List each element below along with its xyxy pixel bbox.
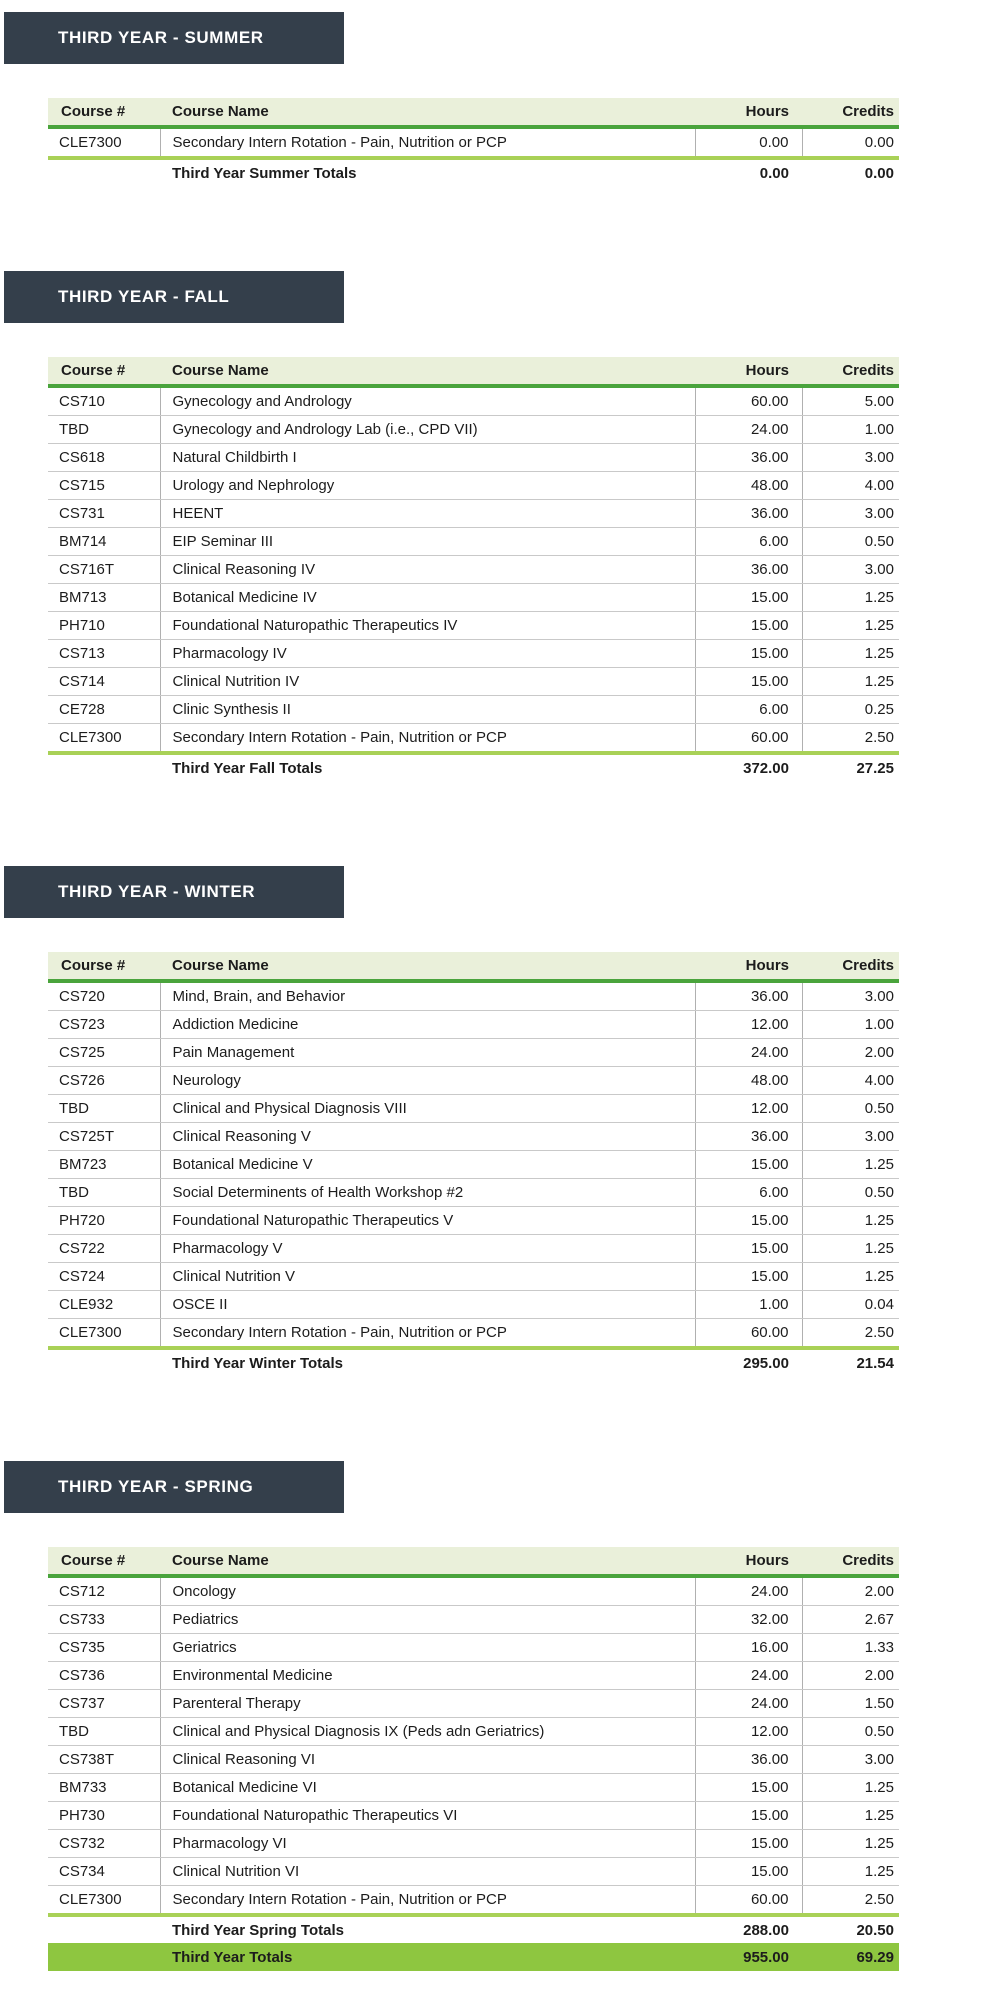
course-row xyxy=(48,1662,899,1690)
course-name-cell: Secondary Intern Rotation - Pain, Nutrition or PCP xyxy=(160,127,695,158)
course-number-cell: CS731 xyxy=(48,500,160,528)
term-banner-summer xyxy=(4,12,344,64)
course-name-cell: Geriatrics xyxy=(160,1634,695,1662)
empty-cell xyxy=(48,1348,160,1376)
table-header-row xyxy=(48,357,899,386)
course-number-cell: CS725 xyxy=(48,1039,160,1067)
course-hours-cell: 15.00 xyxy=(695,1802,802,1830)
course-row xyxy=(48,1263,899,1291)
course-row xyxy=(48,1690,899,1718)
column-header-course-name: Course Name xyxy=(160,952,695,981)
course-credits-cell: 1.25 xyxy=(802,668,899,696)
course-row xyxy=(48,724,899,754)
course-hours-cell: 15.00 xyxy=(695,1151,802,1179)
course-credits-cell: 0.50 xyxy=(802,1718,899,1746)
course-credits-cell: 1.25 xyxy=(802,1774,899,1802)
course-credits-cell: 0.50 xyxy=(802,1095,899,1123)
course-row xyxy=(48,1830,899,1858)
course-credits-cell: 1.25 xyxy=(802,1151,899,1179)
grand-totals-label: Third Year Totals xyxy=(160,1943,695,1971)
term-title: THIRD YEAR - SPRING xyxy=(58,1477,254,1496)
course-hours-cell: 60.00 xyxy=(695,724,802,754)
course-hours-cell: 48.00 xyxy=(695,472,802,500)
course-credits-cell: 1.25 xyxy=(802,1802,899,1830)
course-name-cell: Clinical Nutrition V xyxy=(160,1263,695,1291)
course-number-cell: CS736 xyxy=(48,1662,160,1690)
course-hours-cell: 36.00 xyxy=(695,1123,802,1151)
course-row xyxy=(48,1123,899,1151)
course-credits-cell: 1.00 xyxy=(802,416,899,444)
course-hours-cell: 0.00 xyxy=(695,127,802,158)
column-header-course-name: Course Name xyxy=(160,357,695,386)
course-row xyxy=(48,1606,899,1634)
course-row xyxy=(48,1858,899,1886)
course-number-cell: TBD xyxy=(48,1179,160,1207)
course-hours-cell: 48.00 xyxy=(695,1067,802,1095)
course-credits-cell: 0.50 xyxy=(802,528,899,556)
course-row xyxy=(48,640,899,668)
course-number-cell: CS618 xyxy=(48,444,160,472)
course-hours-cell: 6.00 xyxy=(695,528,802,556)
course-name-cell: Secondary Intern Rotation - Pain, Nutrition or PCP xyxy=(160,1886,695,1916)
course-row xyxy=(48,668,899,696)
course-name-cell: Oncology xyxy=(160,1576,695,1606)
course-number-cell: CLE7300 xyxy=(48,1886,160,1916)
course-credits-cell: 2.67 xyxy=(802,1606,899,1634)
course-name-cell: EIP Seminar III xyxy=(160,528,695,556)
term-banner-fall xyxy=(4,271,344,323)
course-name-cell: Gynecology and Andrology xyxy=(160,386,695,416)
course-hours-cell: 24.00 xyxy=(695,416,802,444)
course-number-cell: BM723 xyxy=(48,1151,160,1179)
course-name-cell: Natural Childbirth I xyxy=(160,444,695,472)
empty-cell xyxy=(48,753,160,781)
course-number-cell: CLE7300 xyxy=(48,127,160,158)
course-number-cell: TBD xyxy=(48,1095,160,1123)
course-row xyxy=(48,1886,899,1916)
course-row xyxy=(48,472,899,500)
column-header-hours: Hours xyxy=(695,98,802,127)
column-header-course-number: Course # xyxy=(48,357,160,386)
course-number-cell: CS720 xyxy=(48,981,160,1011)
course-row xyxy=(48,1039,899,1067)
term-section-spring xyxy=(0,1461,1000,1971)
course-name-cell: Clinical Reasoning IV xyxy=(160,556,695,584)
course-row xyxy=(48,1235,899,1263)
course-row xyxy=(48,500,899,528)
column-header-course-name: Course Name xyxy=(160,1547,695,1576)
course-number-cell: CS724 xyxy=(48,1263,160,1291)
course-name-cell: Urology and Nephrology xyxy=(160,472,695,500)
course-credits-cell: 1.25 xyxy=(802,1830,899,1858)
course-credits-cell: 0.04 xyxy=(802,1291,899,1319)
course-number-cell: BM713 xyxy=(48,584,160,612)
course-credits-cell: 3.00 xyxy=(802,981,899,1011)
course-credits-cell: 0.25 xyxy=(802,696,899,724)
course-hours-cell: 60.00 xyxy=(695,1319,802,1349)
course-hours-cell: 15.00 xyxy=(695,1263,802,1291)
course-table-fall xyxy=(48,357,899,781)
course-credits-cell: 2.50 xyxy=(802,724,899,754)
course-name-cell: Clinical Nutrition IV xyxy=(160,668,695,696)
course-name-cell: Clinical Reasoning VI xyxy=(160,1746,695,1774)
empty-cell xyxy=(48,158,160,186)
term-title: THIRD YEAR - WINTER xyxy=(58,882,256,901)
term-totals-hours: 0.00 xyxy=(695,158,802,186)
column-header-credits: Credits xyxy=(802,952,899,981)
course-number-cell: CS735 xyxy=(48,1634,160,1662)
course-name-cell: Foundational Naturopathic Therapeutics VI xyxy=(160,1802,695,1830)
course-name-cell: Social Determinents of Health Workshop #2 xyxy=(160,1179,695,1207)
course-name-cell: Foundational Naturopathic Therapeutics IV xyxy=(160,612,695,640)
course-table-spring xyxy=(48,1547,899,1971)
course-number-cell: CLE7300 xyxy=(48,724,160,754)
course-row xyxy=(48,1179,899,1207)
term-title: THIRD YEAR - FALL xyxy=(58,287,230,306)
column-header-credits: Credits xyxy=(802,1547,899,1576)
course-name-cell: Foundational Naturopathic Therapeutics V xyxy=(160,1207,695,1235)
course-credits-cell: 1.25 xyxy=(802,1263,899,1291)
term-totals-label: Third Year Spring Totals xyxy=(160,1915,695,1943)
table-header-row xyxy=(48,952,899,981)
course-hours-cell: 15.00 xyxy=(695,584,802,612)
course-credits-cell: 1.25 xyxy=(802,1858,899,1886)
course-credits-cell: 3.00 xyxy=(802,500,899,528)
course-row xyxy=(48,416,899,444)
course-hours-cell: 15.00 xyxy=(695,668,802,696)
course-name-cell: Secondary Intern Rotation - Pain, Nutrition or PCP xyxy=(160,724,695,754)
term-totals-label: Third Year Fall Totals xyxy=(160,753,695,781)
course-hours-cell: 12.00 xyxy=(695,1011,802,1039)
course-hours-cell: 36.00 xyxy=(695,444,802,472)
term-title: THIRD YEAR - SUMMER xyxy=(58,28,264,47)
course-name-cell: OSCE II xyxy=(160,1291,695,1319)
course-number-cell: CS713 xyxy=(48,640,160,668)
course-number-cell: CS723 xyxy=(48,1011,160,1039)
course-number-cell: BM733 xyxy=(48,1774,160,1802)
column-header-hours: Hours xyxy=(695,952,802,981)
course-number-cell: CS738T xyxy=(48,1746,160,1774)
course-credits-cell: 4.00 xyxy=(802,1067,899,1095)
course-number-cell: CS715 xyxy=(48,472,160,500)
course-row xyxy=(48,1634,899,1662)
course-credits-cell: 2.00 xyxy=(802,1662,899,1690)
course-number-cell: CS733 xyxy=(48,1606,160,1634)
course-credits-cell: 2.00 xyxy=(802,1576,899,1606)
course-credits-cell: 5.00 xyxy=(802,386,899,416)
course-credits-cell: 3.00 xyxy=(802,444,899,472)
column-header-course-name: Course Name xyxy=(160,98,695,127)
course-row xyxy=(48,127,899,158)
term-section-winter xyxy=(0,866,1000,1376)
term-totals-label: Third Year Winter Totals xyxy=(160,1348,695,1376)
course-name-cell: HEENT xyxy=(160,500,695,528)
course-number-cell: CE728 xyxy=(48,696,160,724)
course-credits-cell: 1.25 xyxy=(802,612,899,640)
course-hours-cell: 60.00 xyxy=(695,386,802,416)
course-number-cell: TBD xyxy=(48,1718,160,1746)
course-name-cell: Parenteral Therapy xyxy=(160,1690,695,1718)
term-banner-winter xyxy=(4,866,344,918)
course-credits-cell: 0.00 xyxy=(802,127,899,158)
course-name-cell: Pharmacology VI xyxy=(160,1830,695,1858)
course-row xyxy=(48,528,899,556)
term-totals-hours: 295.00 xyxy=(695,1348,802,1376)
course-hours-cell: 15.00 xyxy=(695,1858,802,1886)
course-table-summer xyxy=(48,98,899,186)
course-hours-cell: 15.00 xyxy=(695,1235,802,1263)
course-hours-cell: 36.00 xyxy=(695,500,802,528)
grand-totals-row xyxy=(48,1943,899,1971)
term-totals-row xyxy=(48,158,899,186)
course-number-cell: CS734 xyxy=(48,1858,160,1886)
term-totals-hours: 372.00 xyxy=(695,753,802,781)
course-credits-cell: 3.00 xyxy=(802,1746,899,1774)
course-number-cell: CS710 xyxy=(48,386,160,416)
course-credits-cell: 1.33 xyxy=(802,1634,899,1662)
course-row xyxy=(48,1718,899,1746)
course-row xyxy=(48,1802,899,1830)
course-credits-cell: 2.00 xyxy=(802,1039,899,1067)
course-number-cell: CLE932 xyxy=(48,1291,160,1319)
course-name-cell: Pediatrics xyxy=(160,1606,695,1634)
course-hours-cell: 12.00 xyxy=(695,1718,802,1746)
term-totals-row xyxy=(48,753,899,781)
course-name-cell: Environmental Medicine xyxy=(160,1662,695,1690)
course-hours-cell: 36.00 xyxy=(695,981,802,1011)
course-number-cell: CS726 xyxy=(48,1067,160,1095)
course-name-cell: Pharmacology V xyxy=(160,1235,695,1263)
table-header-row xyxy=(48,1547,899,1576)
course-number-cell: PH710 xyxy=(48,612,160,640)
course-number-cell: CLE7300 xyxy=(48,1319,160,1349)
course-hours-cell: 1.00 xyxy=(695,1291,802,1319)
grand-totals-hours: 955.00 xyxy=(695,1943,802,1971)
course-hours-cell: 15.00 xyxy=(695,640,802,668)
course-row xyxy=(48,1095,899,1123)
course-row xyxy=(48,386,899,416)
course-credits-cell: 1.25 xyxy=(802,584,899,612)
table-header-row xyxy=(48,98,899,127)
course-row xyxy=(48,696,899,724)
course-hours-cell: 6.00 xyxy=(695,1179,802,1207)
course-hours-cell: 24.00 xyxy=(695,1576,802,1606)
course-credits-cell: 1.25 xyxy=(802,1207,899,1235)
course-credits-cell: 4.00 xyxy=(802,472,899,500)
course-name-cell: Pharmacology IV xyxy=(160,640,695,668)
course-hours-cell: 24.00 xyxy=(695,1662,802,1690)
term-totals-row xyxy=(48,1915,899,1943)
course-number-cell: CS725T xyxy=(48,1123,160,1151)
course-number-cell: CS732 xyxy=(48,1830,160,1858)
course-row xyxy=(48,1207,899,1235)
course-hours-cell: 6.00 xyxy=(695,696,802,724)
course-name-cell: Clinical Nutrition VI xyxy=(160,1858,695,1886)
course-name-cell: Botanical Medicine V xyxy=(160,1151,695,1179)
course-number-cell: TBD xyxy=(48,416,160,444)
course-number-cell: CS716T xyxy=(48,556,160,584)
course-credits-cell: 3.00 xyxy=(802,1123,899,1151)
course-row xyxy=(48,1576,899,1606)
course-row xyxy=(48,1746,899,1774)
course-name-cell: Neurology xyxy=(160,1067,695,1095)
empty-cell xyxy=(48,1943,160,1971)
term-totals-credits: 21.54 xyxy=(802,1348,899,1376)
column-header-hours: Hours xyxy=(695,1547,802,1576)
term-totals-credits: 0.00 xyxy=(802,158,899,186)
column-header-course-number: Course # xyxy=(48,1547,160,1576)
course-credits-cell: 2.50 xyxy=(802,1886,899,1916)
course-hours-cell: 15.00 xyxy=(695,1774,802,1802)
course-name-cell: Clinic Synthesis II xyxy=(160,696,695,724)
course-number-cell: CS737 xyxy=(48,1690,160,1718)
course-hours-cell: 24.00 xyxy=(695,1039,802,1067)
course-credits-cell: 3.00 xyxy=(802,556,899,584)
course-table-winter xyxy=(48,952,899,1376)
course-hours-cell: 15.00 xyxy=(695,612,802,640)
course-row xyxy=(48,444,899,472)
course-hours-cell: 60.00 xyxy=(695,1886,802,1916)
course-hours-cell: 36.00 xyxy=(695,556,802,584)
course-credits-cell: 1.25 xyxy=(802,1235,899,1263)
course-hours-cell: 15.00 xyxy=(695,1207,802,1235)
empty-cell xyxy=(48,1915,160,1943)
column-header-credits: Credits xyxy=(802,98,899,127)
course-number-cell: PH720 xyxy=(48,1207,160,1235)
course-row xyxy=(48,1151,899,1179)
course-hours-cell: 12.00 xyxy=(695,1095,802,1123)
course-hours-cell: 15.00 xyxy=(695,1830,802,1858)
course-credits-cell: 1.50 xyxy=(802,1690,899,1718)
course-number-cell: CS714 xyxy=(48,668,160,696)
course-name-cell: Clinical and Physical Diagnosis IX (Peds adn Geriatrics) xyxy=(160,1718,695,1746)
grand-totals-credits: 69.29 xyxy=(802,1943,899,1971)
term-banner-spring xyxy=(4,1461,344,1513)
course-number-cell: BM714 xyxy=(48,528,160,556)
term-totals-row xyxy=(48,1348,899,1376)
course-credits-cell: 2.50 xyxy=(802,1319,899,1349)
term-totals-credits: 20.50 xyxy=(802,1915,899,1943)
course-name-cell: Clinical and Physical Diagnosis VIII xyxy=(160,1095,695,1123)
course-name-cell: Secondary Intern Rotation - Pain, Nutrition or PCP xyxy=(160,1319,695,1349)
course-hours-cell: 36.00 xyxy=(695,1746,802,1774)
course-name-cell: Clinical Reasoning V xyxy=(160,1123,695,1151)
course-hours-cell: 16.00 xyxy=(695,1634,802,1662)
term-section-fall xyxy=(0,271,1000,781)
course-credits-cell: 0.50 xyxy=(802,1179,899,1207)
course-row xyxy=(48,1774,899,1802)
term-section-summer xyxy=(0,12,1000,186)
column-header-credits: Credits xyxy=(802,357,899,386)
course-name-cell: Mind, Brain, and Behavior xyxy=(160,981,695,1011)
column-header-hours: Hours xyxy=(695,357,802,386)
course-number-cell: PH730 xyxy=(48,1802,160,1830)
course-row xyxy=(48,556,899,584)
course-hours-cell: 24.00 xyxy=(695,1690,802,1718)
column-header-course-number: Course # xyxy=(48,98,160,127)
course-credits-cell: 1.00 xyxy=(802,1011,899,1039)
course-row xyxy=(48,981,899,1011)
course-row xyxy=(48,1011,899,1039)
course-name-cell: Botanical Medicine VI xyxy=(160,1774,695,1802)
course-row xyxy=(48,1291,899,1319)
course-row xyxy=(48,612,899,640)
course-name-cell: Addiction Medicine xyxy=(160,1011,695,1039)
course-hours-cell: 32.00 xyxy=(695,1606,802,1634)
term-totals-hours: 288.00 xyxy=(695,1915,802,1943)
course-row xyxy=(48,1067,899,1095)
course-number-cell: CS722 xyxy=(48,1235,160,1263)
course-row xyxy=(48,584,899,612)
term-totals-label: Third Year Summer Totals xyxy=(160,158,695,186)
term-totals-credits: 27.25 xyxy=(802,753,899,781)
column-header-course-number: Course # xyxy=(48,952,160,981)
course-name-cell: Gynecology and Andrology Lab (i.e., CPD VII) xyxy=(160,416,695,444)
course-number-cell: CS712 xyxy=(48,1576,160,1606)
course-name-cell: Botanical Medicine IV xyxy=(160,584,695,612)
course-row xyxy=(48,1319,899,1349)
course-name-cell: Pain Management xyxy=(160,1039,695,1067)
course-credits-cell: 1.25 xyxy=(802,640,899,668)
